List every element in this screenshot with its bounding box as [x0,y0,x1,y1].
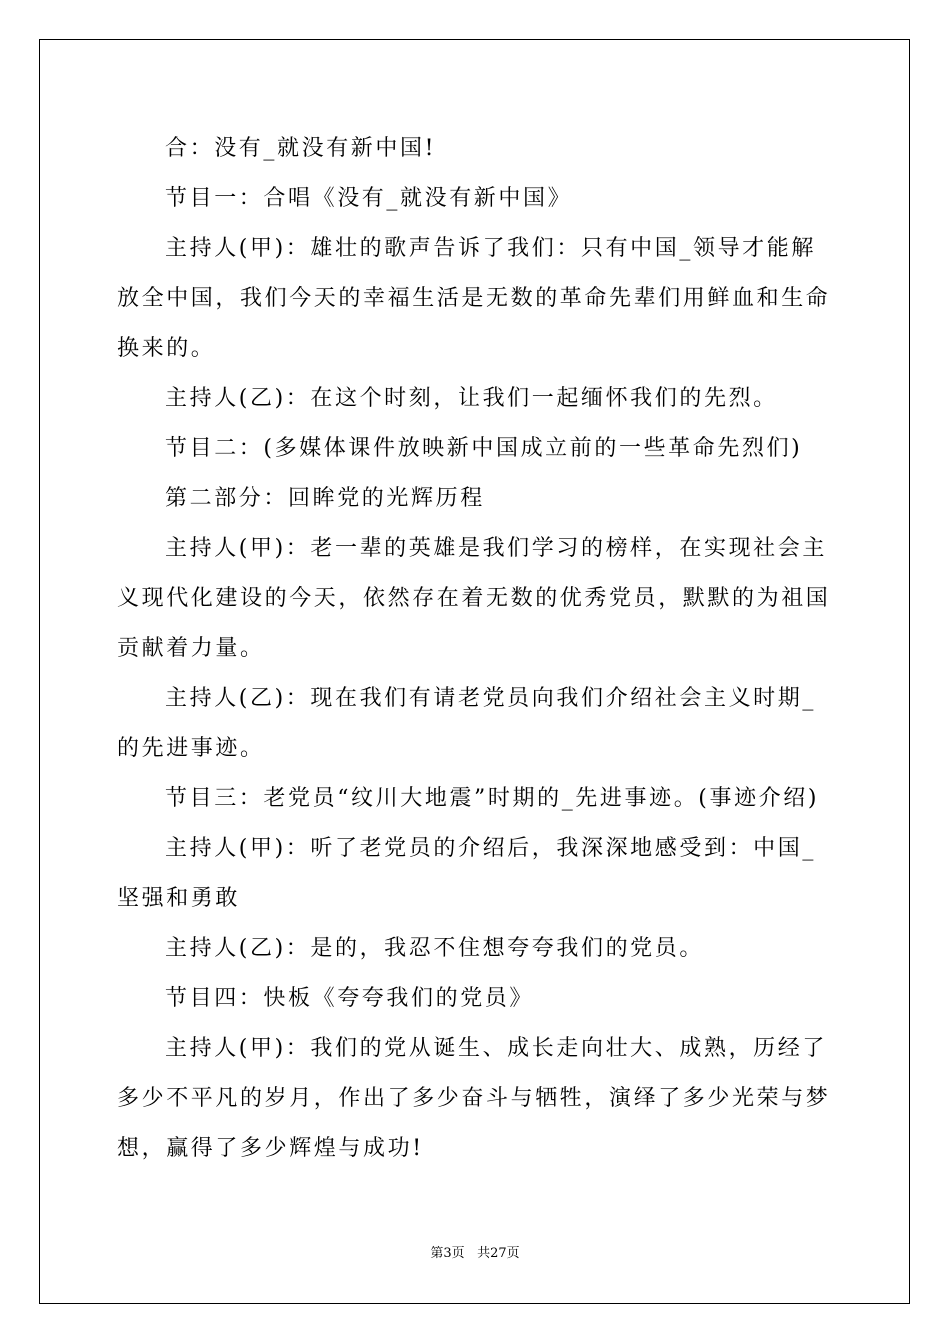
total-page-count: 共27页 [477,1246,520,1261]
current-page-number: 第3页 [430,1246,465,1261]
paragraph: 节目四：快板《夸夸我们的党员》 [165,986,535,1011]
footer-spacer [465,1246,477,1261]
paragraph: 主持人(乙)：现在我们有请老党员向我们介绍社会主义时期_的先进事迹。 [117,686,816,761]
paragraph: 主持人(甲)：听了老党员的介绍后，我深深地感受到：中国_坚强和勇敢 [117,836,816,911]
paragraph: 主持人(乙)：在这个时刻，让我们一起缅怀我们的先烈。 [165,386,778,411]
paragraph: 节目三：老党员“纹川大地震”时期的_先进事迹。(事迹介绍) [165,786,820,811]
page-footer [0,1245,950,1263]
paragraph: 主持人(乙)：是的，我忍不住想夸夸我们的党员。 [165,936,704,961]
paragraph: 主持人(甲)：我们的党从诞生、成长走向壮大、成熟，历经了多少不平凡的岁月，作出了多少奋斗与牺牲，演绎了多少光荣与梦想，赢得了多少辉煌与成功! [117,1036,831,1161]
paragraph: 合：没有_就没有新中国! [165,136,437,161]
paragraph: 主持人(甲)：雄壮的歌声告诉了我们：只有中国_领导才能解放全中国，我们今天的幸福生活是无数的革命先辈们用鲜血和生命换来的。 [117,236,831,361]
paragraph: 主持人(甲)：老一辈的英雄是我们学习的榜样，在实现社会主义现代化建设的今天，依然存在着无数的优秀党员，默默的为祖国贡献着力量。 [117,536,831,661]
paragraph: 节目二：(多媒体课件放映新中国成立前的一些革命先烈们) [165,436,803,461]
paragraph: 第二部分：回眸党的光辉历程 [165,486,485,511]
paragraph: 节目一：合唱《没有_就没有新中国》 [165,186,573,211]
document-body [117,124,837,1174]
